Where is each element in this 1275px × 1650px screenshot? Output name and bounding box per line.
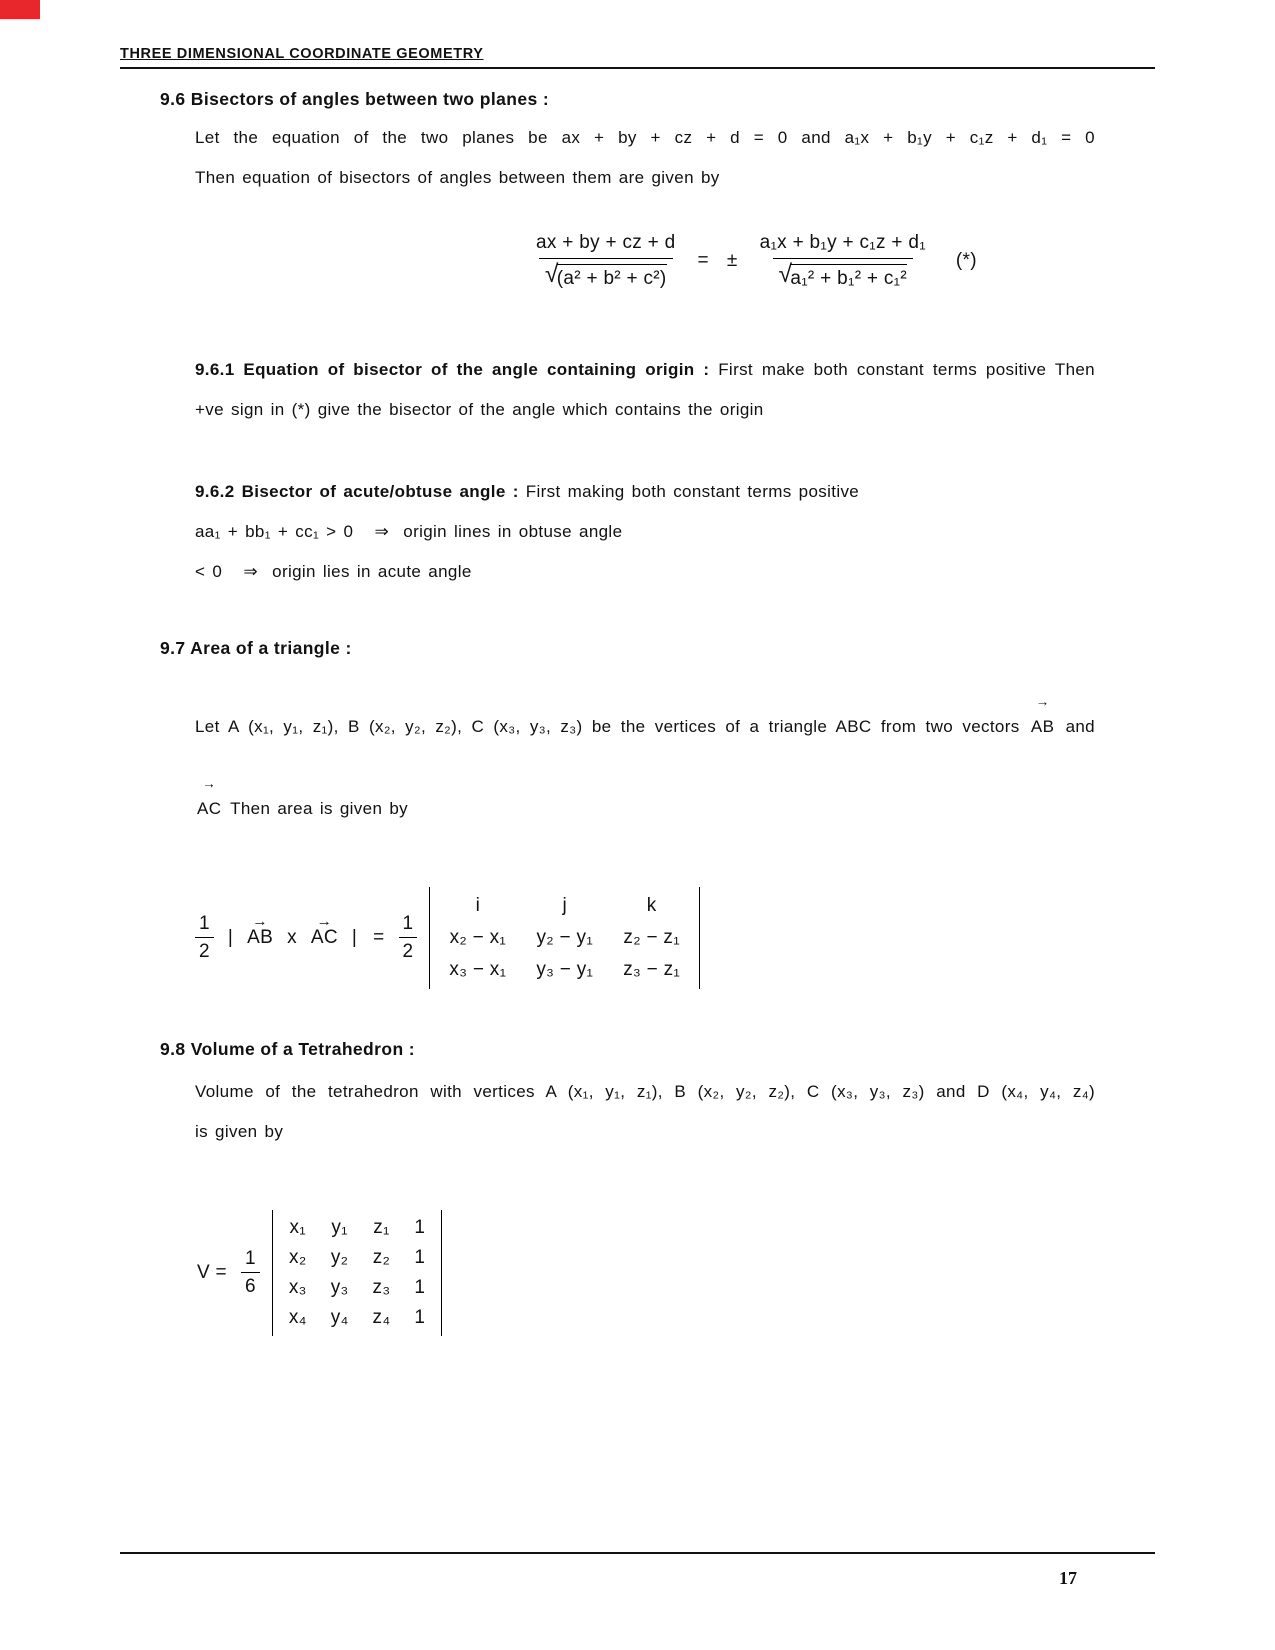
volume-lhs: V = — [197, 1262, 227, 1283]
star-label: (*) — [955, 250, 977, 271]
determinant-cell: 1 — [414, 1307, 426, 1328]
numerator: ax + by + cz + d — [536, 232, 676, 253]
radical-sign: √ — [778, 261, 793, 288]
heading-9-7: 9.7 Area of a triangle : — [160, 638, 352, 658]
para-9-7-line1 — [195, 694, 1095, 747]
denominator: 2 — [195, 937, 214, 963]
determinant-cell: z₄ — [372, 1307, 391, 1328]
determinant-cell: z₁ — [373, 1217, 390, 1238]
numerator: 1 — [199, 913, 210, 934]
determinant-cell: x₃ − x₁ — [449, 959, 507, 980]
square-root — [544, 261, 667, 290]
para-9-7-text2: Then area is given by — [230, 799, 408, 818]
para-9-8-line1: Volume of the tetrahedron with vertices A (x₁, y₁, z₁), B (x₂, y₂, z₂), C (x₃, y₃, z₃) and D (x₄, y₄, z₄) — [195, 1082, 1095, 1101]
determinant-row — [434, 890, 695, 922]
para-9-6-line1: Let the equation of the two planes be ax + by + cz + d = 0 and a₁x + b₁y + c₁z + d₁ = 0 — [195, 128, 1095, 147]
chapter-title: THREE DIMENSIONAL COORDINATE GEOMETRY — [120, 46, 484, 62]
denominator — [773, 258, 914, 290]
vector-label: AC — [197, 799, 222, 818]
vertical-bar: | — [351, 927, 358, 948]
determinant-cell: 1 — [414, 1247, 426, 1268]
one-half-fraction — [195, 913, 214, 963]
determinant-cell: 1 — [414, 1277, 426, 1298]
determinant-cell: j — [562, 895, 568, 916]
determinant-cell: y₄ — [330, 1307, 349, 1328]
fraction-left — [530, 232, 681, 290]
cross-product-sign: x — [287, 927, 297, 948]
radicand: a₁² + b₁² + c₁² — [790, 264, 907, 290]
para-9-7-line2 — [195, 776, 1095, 829]
determinant-cell: y₁ — [331, 1217, 348, 1238]
determinant-row — [434, 922, 695, 954]
vector-AB — [247, 913, 274, 949]
para-9-6-1 — [195, 350, 1095, 430]
para-9-6-1-text: First make both constant terms positive Then +ve sign in (*) give the bisector of the angle which contains the origin — [195, 360, 1095, 419]
vector-arrow-icon: → — [316, 913, 333, 931]
implies-arrow: ⇒ — [243, 562, 258, 581]
denominator: 6 — [241, 1272, 260, 1298]
volume-formula — [195, 1210, 1155, 1336]
page-header — [120, 45, 1155, 69]
para-9-7-text: Let A (x₁, y₁, z₁), B (x₂, y₂, z₂), C (x₃, y₃, z₃) be the vertices of a triangle ABC from two vectors — [195, 717, 1020, 736]
radicand: (a² + b² + c²) — [557, 264, 667, 290]
obtuse-condition-line — [195, 512, 1095, 552]
one-sixth-fraction — [241, 1248, 260, 1298]
plus-minus-sign: ± — [726, 250, 738, 271]
page-number: 17 — [1059, 1568, 1077, 1588]
heading-9-8: 9.8 Volume of a Tetrahedron : — [160, 1039, 416, 1059]
red-corner-mark — [0, 0, 40, 19]
determinant-cell: y₃ − y₁ — [536, 959, 594, 980]
denominator — [539, 258, 673, 290]
equals-sign: = — [373, 927, 385, 948]
condition-expression: < 0 — [195, 562, 223, 581]
numerator: a₁x + b₁y + c₁z + d₁ — [759, 232, 926, 253]
denominator: 2 — [399, 937, 418, 963]
determinant-cell: z₃ − z₁ — [623, 959, 681, 980]
determinant-row — [277, 1273, 437, 1303]
fraction-right — [754, 232, 932, 290]
determinant-cell: y₃ — [330, 1277, 349, 1298]
heading-9-6-1: 9.6.1 Equation of bisector of the angle containing origin : — [195, 360, 710, 379]
determinant-row — [277, 1243, 437, 1273]
heading-9-6-2: 9.6.2 Bisector of acute/obtuse angle : — [195, 482, 519, 501]
determinant-cell: y₂ — [330, 1247, 349, 1268]
radical-sign: √ — [544, 261, 559, 288]
para-9-7-and: and — [1065, 717, 1095, 736]
vector-label: AB — [247, 927, 274, 948]
vector-label: AC — [310, 927, 338, 948]
condition-result: origin lines in obtuse angle — [403, 522, 623, 541]
determinant-row — [277, 1213, 437, 1243]
para-9-6-2 — [195, 472, 1095, 512]
volume-determinant — [272, 1210, 442, 1336]
determinant-row — [277, 1303, 437, 1333]
heading-9-6: 9.6 Bisectors of angles between two planes : — [160, 89, 550, 109]
bisector-formula — [530, 232, 1155, 290]
determinant-cell: x₄ — [288, 1307, 307, 1328]
condition-expression: aa₁ + bb₁ + cc₁ > 0 — [195, 522, 354, 541]
numerator: 1 — [244, 1248, 256, 1269]
area-determinant — [429, 887, 700, 989]
para-9-8-line2: is given by — [195, 1122, 284, 1141]
condition-result: origin lies in acute angle — [272, 562, 472, 581]
vector-AC — [197, 776, 222, 829]
vector-AB — [1030, 694, 1055, 747]
determinant-cell: x₂ — [289, 1247, 307, 1268]
determinant-cell: y₂ − y₁ — [536, 927, 594, 948]
para-9-6-2-text: First making both constant terms positive — [525, 482, 860, 501]
vector-AC — [310, 913, 338, 949]
one-half-fraction — [399, 913, 418, 963]
determinant-cell: 1 — [414, 1217, 426, 1238]
determinant-cell: k — [646, 895, 657, 916]
vector-arrow-icon: → — [1035, 694, 1050, 710]
acute-condition-line — [195, 552, 1095, 592]
vector-label: AB — [1030, 717, 1055, 736]
equals-sign: = — [697, 250, 709, 271]
area-formula — [195, 887, 1155, 989]
square-root — [778, 261, 908, 290]
determinant-cell: x₁ — [289, 1217, 307, 1238]
determinant-cell: z₂ — [372, 1247, 391, 1268]
determinant-cell: x₂ − x₁ — [449, 927, 507, 948]
determinant-cell: z₃ — [372, 1277, 391, 1298]
determinant-cell: z₂ − z₁ — [623, 927, 680, 948]
implies-arrow: ⇒ — [374, 522, 390, 541]
determinant-cell: i — [475, 895, 481, 916]
numerator: 1 — [402, 913, 414, 934]
determinant-cell: x₃ — [288, 1277, 307, 1298]
footer-rule — [120, 1552, 1155, 1554]
vertical-bar: | — [227, 927, 234, 948]
para-9-6-line2: Then equation of bisectors of angles between them are given by — [195, 168, 720, 187]
vector-arrow-icon: → — [202, 776, 217, 792]
determinant-row — [434, 954, 695, 986]
vector-arrow-icon: → — [252, 913, 268, 931]
